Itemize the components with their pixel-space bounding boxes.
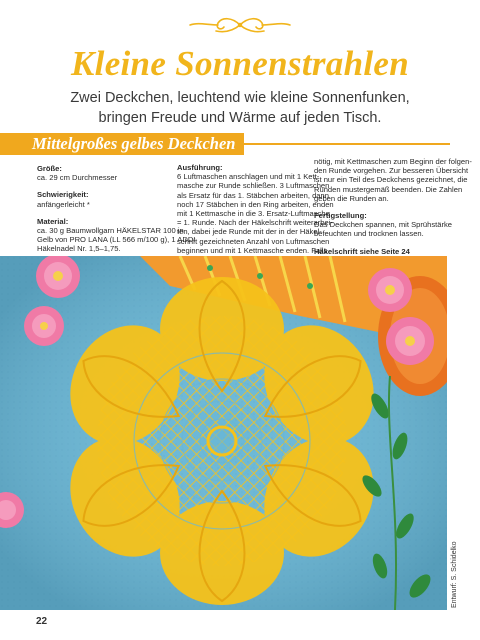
instruction-line: geben die Runden an. xyxy=(314,193,389,203)
section-banner xyxy=(0,133,244,155)
instruction-line: Runden mustergemäß beenden. Die Zahlen xyxy=(314,184,463,194)
size-label: Größe: xyxy=(37,164,62,173)
instructions-continued-column xyxy=(314,157,472,256)
instruction-line: = 1. Runde. Nach der Häkelschrift weiterarbei- xyxy=(177,218,333,228)
difficulty-label: Schwierigkeit: xyxy=(37,190,89,200)
finishing-label: Fertigstellung: xyxy=(314,211,367,221)
instruction-line: ist nur ein Teil des Deckchens gezeichnet, die xyxy=(314,175,468,185)
pink-flower xyxy=(36,256,80,298)
instruction-line: mit 1 Kettmasche in die 3. Ersatz-Luftmasche xyxy=(177,209,330,219)
design-credit: Entwurf: S. Schidelko xyxy=(451,541,458,608)
material-line: Gelb von PRO LANA (LL 566 m/100 g), 1 ADDI xyxy=(37,235,196,245)
size-value: ca. 29 cm Durchmesser xyxy=(37,173,118,183)
instruction-line: ten, dabei jede Runde mit der in der Häkel- xyxy=(177,227,322,237)
finishing-line: befeuchten und trocknen lassen. xyxy=(314,229,424,239)
pink-flower xyxy=(24,306,64,346)
instruction-line: noch 17 Stäbchen in den Ring arbeiten, enden xyxy=(177,199,334,209)
finishing-line: Das Deckchen spannen, mit Sprühstärke xyxy=(314,220,453,230)
instruction-line: den Runde vorgehen. Zur besseren Übersicht xyxy=(314,166,469,176)
instruction-line: masche zur Runde schließen. 3 Luftmaschen xyxy=(177,181,330,191)
section-title: Mittelgroßes gelbes Deckchen xyxy=(32,134,236,153)
difficulty-value: anfängerleicht * xyxy=(37,199,90,209)
details-column xyxy=(37,164,196,254)
doily-photo-illustration xyxy=(0,256,447,610)
instructions-label: Ausführung: xyxy=(177,163,223,172)
instruction-line: nötig, mit Kettmaschen zum Beginn der folgen- xyxy=(314,157,472,166)
section-divider xyxy=(244,143,450,145)
subtitle-line-1: Zwei Deckchen, leuchtend wie kleine Sonnenfunken, xyxy=(70,90,410,106)
instruction-line: 6 Luftmaschen anschlagen und mit 1 Kett- xyxy=(177,172,320,182)
instruction-line: als Ersatz für das 1. Stäbchen arbeiten, dann xyxy=(177,190,329,200)
material-line: Häkelnadel Nr. 1,5–1,75. xyxy=(37,244,121,254)
pink-flower xyxy=(386,317,434,365)
material-line: ca. 30 g Baumwollgarn HÄKELSTAR 100 in xyxy=(37,226,184,236)
material-label: Material: xyxy=(37,216,69,226)
decorative-flourish-icon xyxy=(186,14,294,36)
subtitle-line-2: bringen Freude und Wärme auf jeden Tisch. xyxy=(98,110,382,126)
doily-photo xyxy=(0,256,447,610)
instructions-column xyxy=(177,163,334,255)
instruction-line: schrift gezeichneten Anzahl von Luftmaschen xyxy=(177,236,330,246)
page-title: Kleine Sonnenstrahlen xyxy=(71,44,409,83)
chart-reference: Häkelschrift siehe Seite 24 xyxy=(314,246,410,256)
pink-flower xyxy=(368,268,412,312)
instruction-line: beginnen und mit 1 Kettmasche enden. Falls xyxy=(177,245,328,255)
page-number: 22 xyxy=(36,616,48,627)
